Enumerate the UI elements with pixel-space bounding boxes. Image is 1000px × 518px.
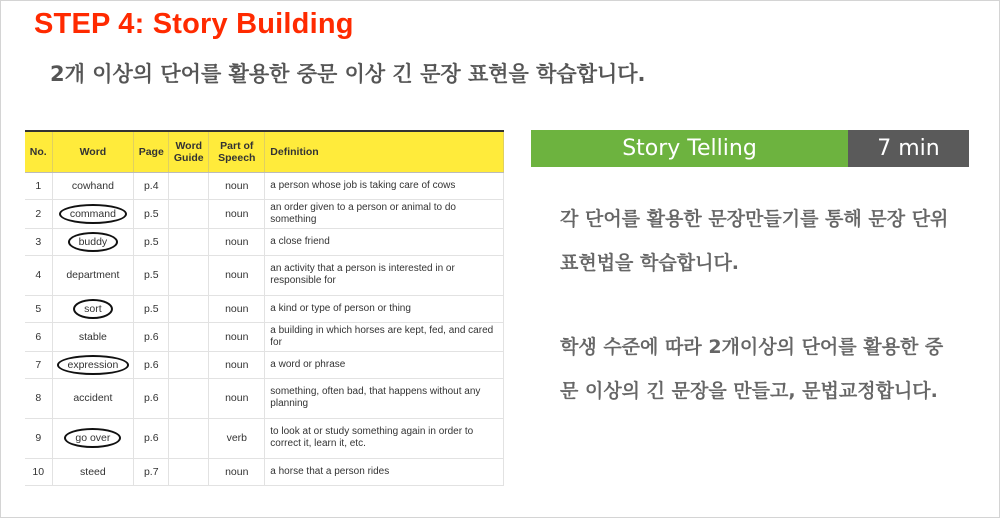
cell-part-of-speech: noun <box>209 458 265 485</box>
cell-word <box>52 228 134 255</box>
cell-part-of-speech: noun <box>209 199 265 228</box>
cell-part-of-speech: noun <box>209 172 265 199</box>
cell-word-guide <box>169 418 209 458</box>
cell-page: p.5 <box>134 295 169 322</box>
cell-definition: something, often bad, that happens without any planning <box>265 378 504 418</box>
cell-word-guide <box>169 172 209 199</box>
cell-definition: a word or phrase <box>265 351 504 378</box>
description-paragraph-2: 학생 수준에 따라 2개이상의 단어를 활용한 중문 이상의 긴 문장을 만들고, 문법교정합니다. <box>560 336 944 402</box>
cell-word: cowhand <box>52 172 134 199</box>
cell-part-of-speech: verb <box>209 418 265 458</box>
cell-word: accident <box>52 378 134 418</box>
table-row <box>25 378 504 418</box>
cell-definition: an order given to a person or animal to do something <box>265 199 504 228</box>
table-body <box>25 172 504 485</box>
cell-word: stable <box>52 322 134 351</box>
header-word: Word <box>52 132 134 172</box>
cell-word: steed <box>52 458 134 485</box>
cell-definition: a close friend <box>265 228 504 255</box>
cell-word: department <box>52 255 134 295</box>
circled-word: go over <box>64 428 121 448</box>
cell-page: p.5 <box>134 255 169 295</box>
cell-page: p.6 <box>134 351 169 378</box>
cell-no: 9 <box>25 418 52 458</box>
cell-definition: a person whose job is taking care of cows <box>265 172 504 199</box>
description-paragraph-1: 각 단어를 활용한 문장만들기를 통해 문장 단위 표현법을 학습합니다. <box>560 208 949 274</box>
table-row <box>25 199 504 228</box>
table-row <box>25 228 504 255</box>
table-row <box>25 295 504 322</box>
header-no: No. <box>25 132 52 172</box>
table-row <box>25 458 504 485</box>
circled-word: buddy <box>68 232 119 252</box>
cell-no: 5 <box>25 295 52 322</box>
table-row <box>25 322 504 351</box>
cell-definition: a building in which horses are kept, fed, and cared for <box>265 322 504 351</box>
cell-part-of-speech: noun <box>209 378 265 418</box>
cell-part-of-speech: noun <box>209 322 265 351</box>
cell-no: 1 <box>25 172 52 199</box>
cell-definition: an activity that a person is interested in or responsible for <box>265 255 504 295</box>
cell-no: 4 <box>25 255 52 295</box>
cell-no: 3 <box>25 228 52 255</box>
cell-page: p.6 <box>134 378 169 418</box>
table-row <box>25 255 504 295</box>
circled-word: expression <box>57 355 130 375</box>
cell-word <box>52 418 134 458</box>
cell-page: p.6 <box>134 418 169 458</box>
cell-word-guide <box>169 378 209 418</box>
cell-page: p.4 <box>134 172 169 199</box>
table-row <box>25 418 504 458</box>
cell-word-guide <box>169 199 209 228</box>
banner-duration: 7 min <box>848 130 969 167</box>
cell-word <box>52 199 134 228</box>
table-row <box>25 351 504 378</box>
cell-word-guide <box>169 255 209 295</box>
story-telling-banner <box>531 130 969 167</box>
cell-page: p.6 <box>134 322 169 351</box>
cell-definition: a kind or type of person or thing <box>265 295 504 322</box>
cell-page: p.5 <box>134 228 169 255</box>
cell-word-guide <box>169 351 209 378</box>
circled-word: sort <box>73 299 113 319</box>
cell-no: 10 <box>25 458 52 485</box>
cell-page: p.7 <box>134 458 169 485</box>
step-title: STEP 4: Story Building <box>34 8 354 40</box>
header-definition: Definition <box>265 132 504 172</box>
subtitle: 2개 이상의 단어를 활용한 중문 이상 긴 문장 표현을 학습합니다. <box>50 62 646 86</box>
cell-part-of-speech: noun <box>209 228 265 255</box>
cell-word <box>52 351 134 378</box>
cell-definition: a horse that a person rides <box>265 458 504 485</box>
header-word-guide: Word Guide <box>169 132 209 172</box>
header-part-of-speech: Part of Speech <box>209 132 265 172</box>
cell-part-of-speech: noun <box>209 351 265 378</box>
banner-label: Story Telling <box>531 130 848 167</box>
cell-word-guide <box>169 458 209 485</box>
cell-word <box>52 295 134 322</box>
cell-word-guide <box>169 228 209 255</box>
header-page: Page <box>134 132 169 172</box>
cell-page: p.5 <box>134 199 169 228</box>
cell-no: 2 <box>25 199 52 228</box>
cell-no: 6 <box>25 322 52 351</box>
cell-definition: to look at or study something again in order to correct it, learn it, etc. <box>265 418 504 458</box>
cell-part-of-speech: noun <box>209 295 265 322</box>
cell-no: 7 <box>25 351 52 378</box>
cell-word-guide <box>169 295 209 322</box>
circled-word: command <box>59 204 127 224</box>
cell-word-guide <box>169 322 209 351</box>
cell-part-of-speech: noun <box>209 255 265 295</box>
cell-no: 8 <box>25 378 52 418</box>
table-header-row <box>25 132 504 172</box>
vocabulary-table <box>25 130 504 478</box>
table-row <box>25 172 504 199</box>
